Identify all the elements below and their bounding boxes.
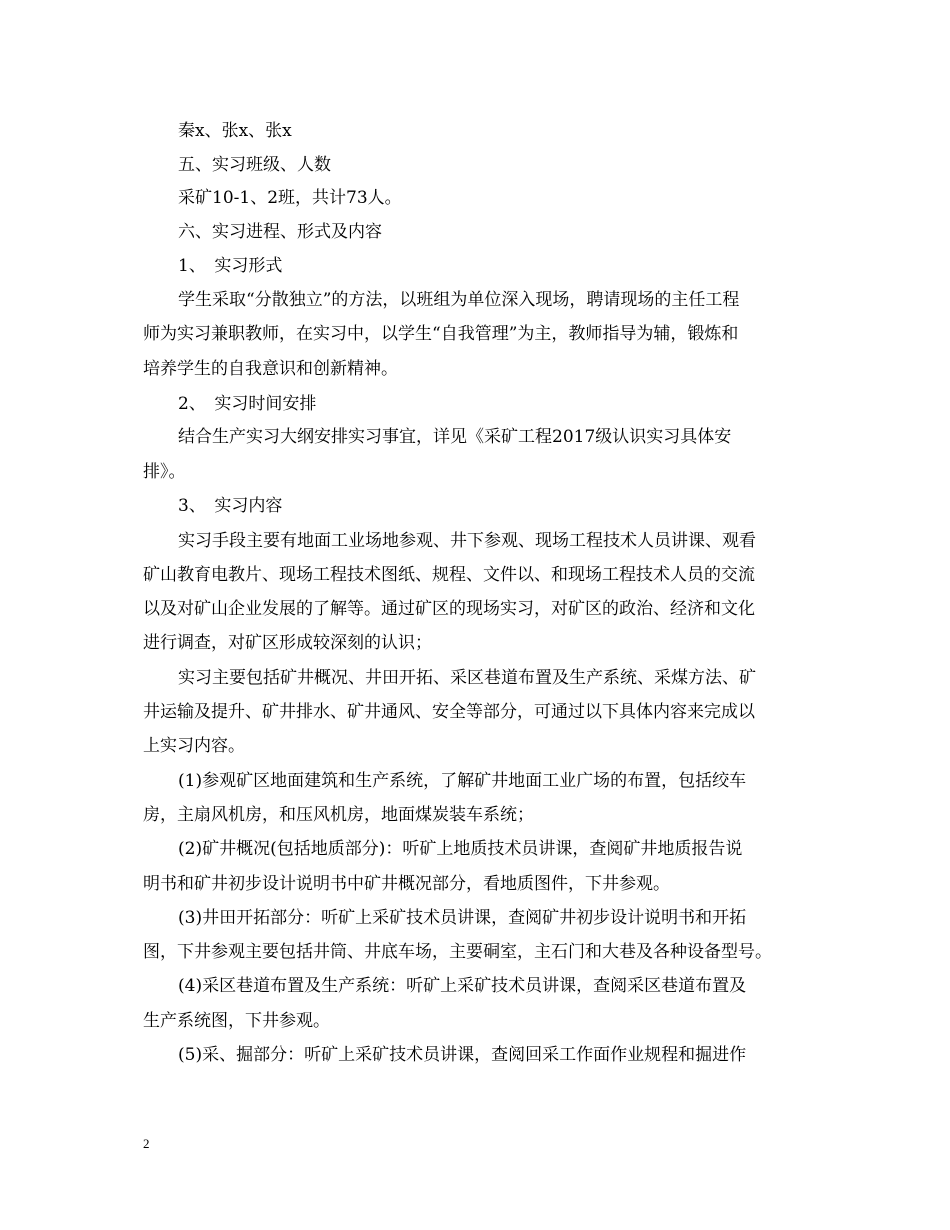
text-line: 师为实习兼职教师，在实习中，以学生“自我管理”为主，教师指导为辅，锻炼和 — [143, 324, 739, 344]
list-item-text: (1)参观矿区地面建筑和生产系统，了解矿井地面工业广场的布置，包括绞车 — [178, 771, 747, 791]
section-heading: 五、实习班级、人数 — [178, 155, 331, 175]
text-line: 学生采取“分散独立”的方法，以班组为单位深入现场，聘请现场的主任工程 — [178, 290, 740, 310]
text-line: 培养学生的自我意识和创新精神。 — [143, 359, 398, 379]
text-line: 采矿10-1、2班，共计73人。 — [178, 188, 402, 208]
list-item-text: (2)矿井概况(包括地质部分)：听矿上地质技术员讲课，查阅矿井地质报告说 — [178, 839, 743, 859]
list-item-text: 生产系统图，下井参观。 — [143, 1011, 330, 1031]
list-item-text: (3)井田开拓部分：听矿上采矿技术员讲课，查阅矿井初步设计说明书和开拓 — [178, 908, 747, 928]
text-line: 结合生产实习大纲安排实习事宜，详见《采矿工程2017级认识实习具体安 — [178, 427, 732, 447]
text-line: 矿山教育电教片、现场工程技术图纸、规程、文件以、和现场工程技术人员的交流 — [143, 565, 755, 585]
text-line: 实习主要包括矿井概况、井田开拓、采区巷道布置及生产系统、采煤方法、矿 — [178, 668, 756, 688]
list-item-text: 房，主扇风机房，和压风机房，地面煤炭装车系统； — [143, 805, 534, 825]
text-line: 秦x、张x、张x — [178, 121, 292, 141]
section-heading: 六、实习进程、形式及内容 — [178, 222, 382, 242]
list-item-text: (4)采区巷道布置及生产系统：听矿上采矿技术员讲课，查阅采区巷道布置及 — [178, 976, 747, 996]
list-item-text: (5)采、掘部分：听矿上采矿技术员讲课，查阅回采工作面作业规程和掘进作 — [178, 1045, 747, 1065]
text-line: 井运输及提升、矿井排水、矿井通风、安全等部分，可通过以下具体内容来完成以 — [143, 702, 755, 722]
subsection-heading: 3、 实习内容 — [178, 496, 283, 516]
page-number: 2 — [143, 1136, 150, 1151]
text-line: 排》。 — [143, 462, 186, 482]
subsection-heading: 1、 实习形式 — [178, 256, 283, 276]
text-line: 实习手段主要有地面工业场地参观、井下参观、现场工程技术人员讲课、观看 — [178, 531, 756, 551]
subsection-heading: 2、 实习时间安排 — [178, 394, 317, 414]
text-line: 上实习内容。 — [143, 736, 245, 756]
text-line: 以及对矿山企业发展的了解等。通过矿区的现场实习，对矿区的政治、经济和文化 — [143, 599, 755, 619]
list-item-text: 明书和矿井初步设计说明书中矿井概况部分，看地质图件，下井参观。 — [143, 874, 670, 894]
list-item-text: 图，下井参观主要包括井筒、井底车场，主要硐室，主石门和大巷及各种设备型号。 — [143, 942, 772, 962]
text-line: 进行调查，对矿区形成较深刻的认识； — [143, 633, 432, 653]
